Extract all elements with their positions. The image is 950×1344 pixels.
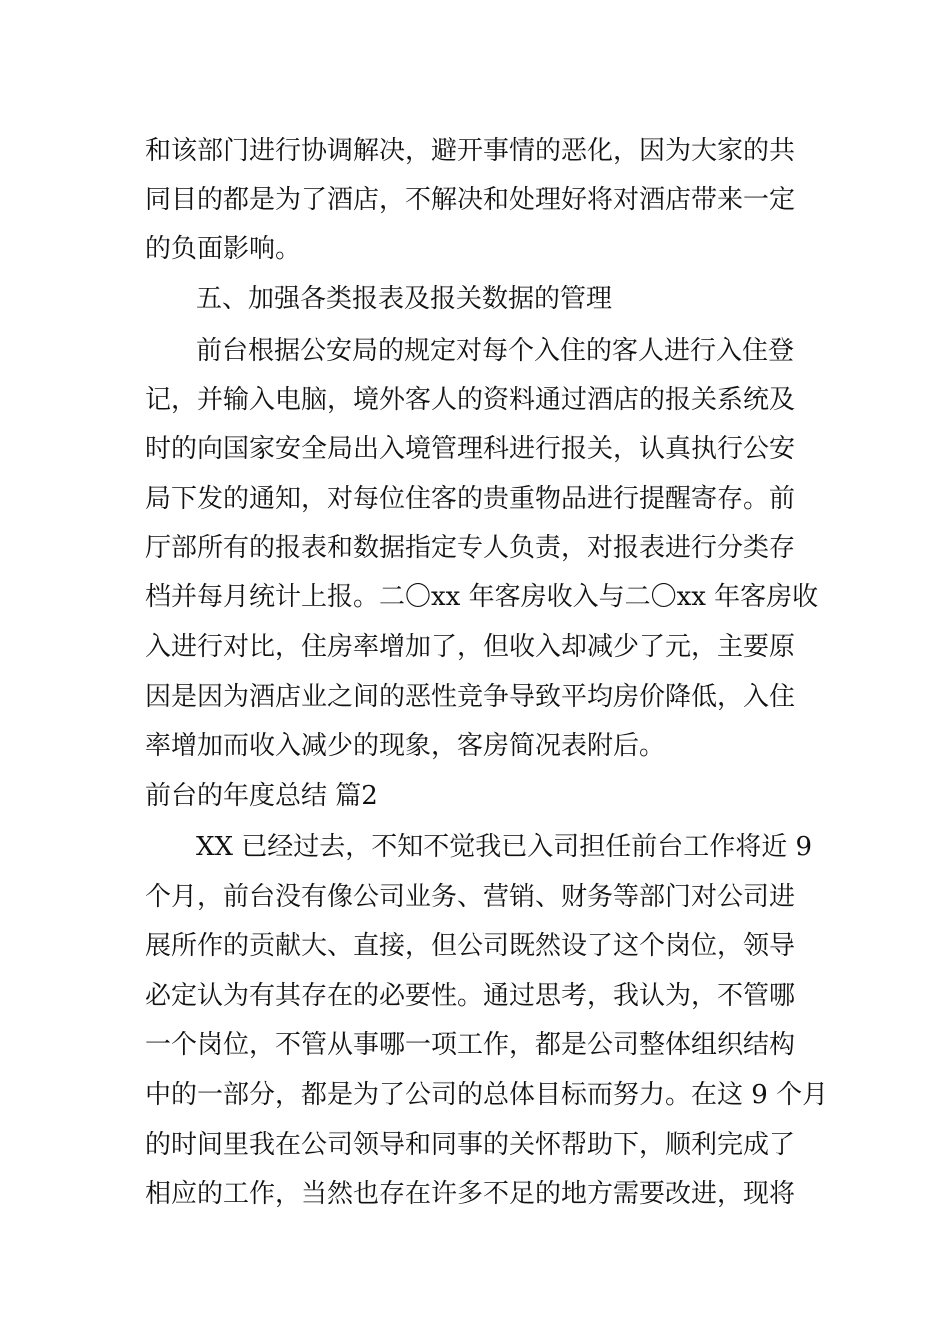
paragraph-line: 时的向国家安全局出入境管理科进行报关，认真执行公安 (145, 434, 796, 464)
paragraph-line: 因是因为酒店业之间的恶性竞争导致平均房价降低，入住 (145, 682, 796, 712)
paragraph-line: 必定认为有其存在的必要性。通过思考，我认为，不管哪 (145, 981, 796, 1011)
paragraph-line: 同目的都是为了酒店，不解决和处理好将对酒店带来一定 (145, 185, 796, 215)
paragraph-line: 厅部所有的报表和数据指定专人负责，对报表进行分类存 (145, 533, 796, 563)
paragraph-line: 局下发的通知，对每位住客的贵重物品进行提醒寄存。前 (145, 484, 796, 514)
paragraph-line: 展所作的贡献大、直接，但公司既然设了这个岗位，领导 (145, 931, 796, 961)
paragraph-line: 个月，前台没有像公司业务、营销、财务等部门对公司进 (145, 882, 796, 912)
paragraph-line: 档并每月统计上报。二〇xx 年客房收入与二〇xx 年客房收 (145, 582, 819, 612)
paragraph-line: 率增加而收入减少的现象，客房简况表附后。 (145, 731, 666, 761)
paragraph-line: 一个岗位，不管从事哪一项工作，都是公司整体组织结构 (145, 1030, 796, 1060)
section-heading: 五、加强各类报表及报关数据的管理 (196, 284, 613, 314)
paragraph-line: 中的一部分，都是为了公司的总体目标而努力。在这 9 个月 (145, 1080, 829, 1110)
paragraph-line: 相应的工作，当然也存在许多不足的地方需要改进，现将 (145, 1179, 796, 1209)
paragraph-line: XX 已经过去，不知不觉我已入司担任前台工作将近 9 (196, 832, 813, 862)
section-title: 前台的年度总结 篇2 (145, 781, 378, 811)
paragraph-line: 的负面影响。 (145, 234, 302, 264)
paragraph-line: 入进行对比，住房率增加了，但收入却减少了元，主要原 (145, 632, 796, 662)
paragraph-line: 记，并输入电脑，境外客人的资料通过酒店的报关系统及 (145, 385, 796, 415)
paragraph-line: 和该部门进行协调解决，避开事情的恶化，因为大家的共 (145, 136, 796, 166)
paragraph-line: 前台根据公安局的规定对每个入住的客人进行入住登 (196, 336, 795, 366)
paragraph-line: 的时间里我在公司领导和同事的关怀帮助下，顺利完成了 (145, 1130, 796, 1160)
